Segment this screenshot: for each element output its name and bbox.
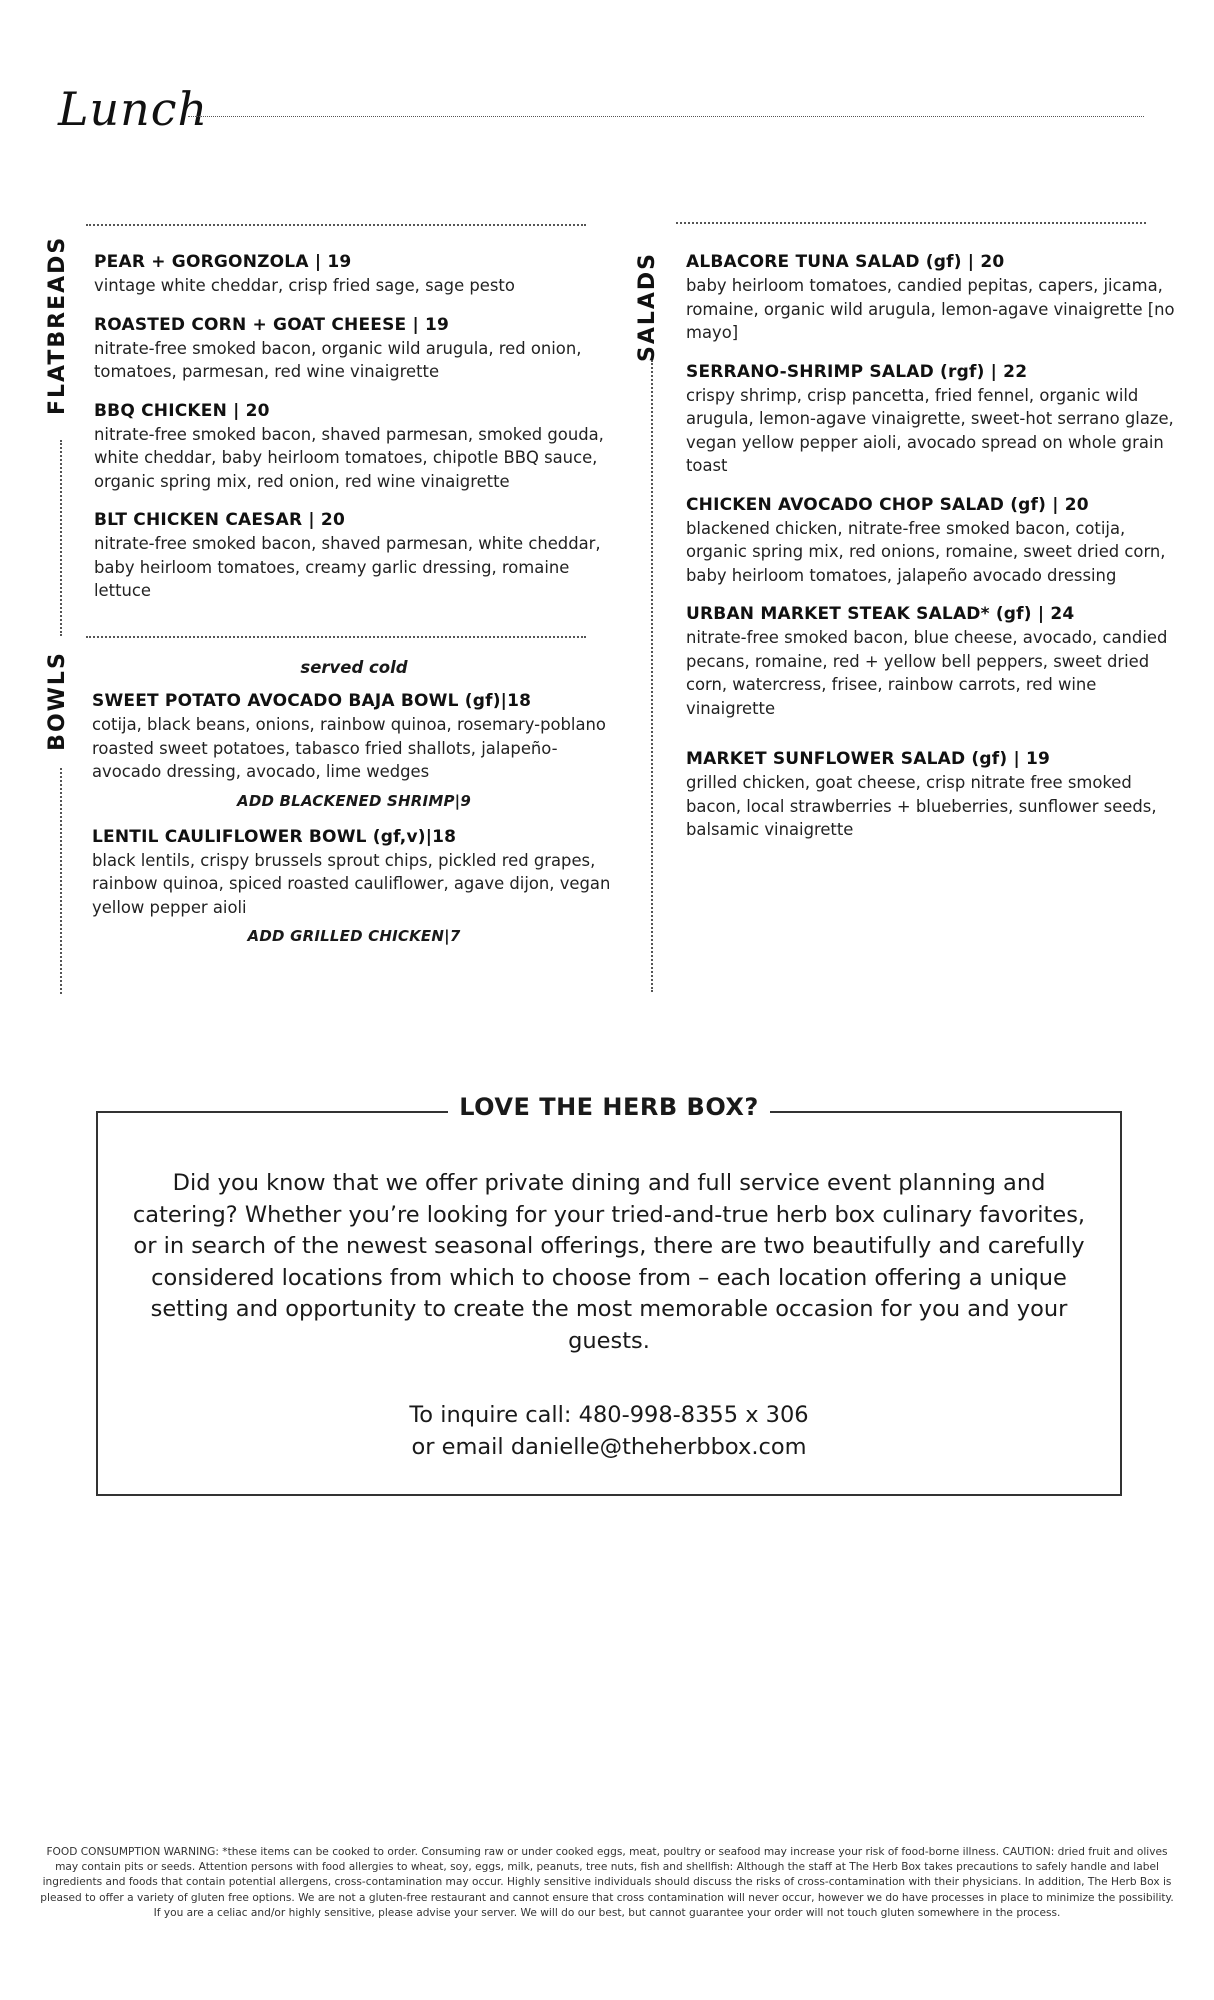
promo-box-top-border-left: [96, 1111, 448, 1113]
menu-item-title: MARKET SUNFLOWER SALAD (gf) | 19: [686, 749, 1051, 769]
menu-item-description: blackened chicken, nitrate-free smoked bacon, cotija, organic spring mix, red onions, romaine, sweet dried corn, baby heirloom tomatoes, jalapeño avocado dressing: [686, 518, 1166, 585]
section-label-salads: SALADS: [635, 251, 660, 363]
promo-contact: [120, 1400, 1098, 1463]
menu-item-description: cotija, black beans, onions, rainbow quinoa, rosemary-poblano roasted sweet potatoes, tabasco fried shallots, jalapeño-avocado dressing, avocado, lime wedges: [92, 715, 606, 781]
menu-item-title: CHICKEN AVOCADO CHOP SALAD (gf) | 20: [686, 494, 1089, 515]
promo-contact-email: or email danielle@theherbbox.com: [411, 1433, 807, 1460]
menu-item-description: nitrate-free smoked bacon, shaved parmesan, white cheddar, baby heirloom tomatoes, creamy garlic dressing, romaine lettuce: [94, 534, 601, 600]
menu-item-title: LENTIL CAULIFLOWER BOWL (gf,v)|18: [92, 826, 457, 847]
promo-title: LOVE THE HERB BOX?: [459, 1093, 759, 1121]
bowls-note: served cold: [300, 658, 408, 677]
menu-item-title: SERRANO-SHRIMP SALAD (rgf) | 22: [686, 361, 1028, 382]
header-divider: [188, 116, 1144, 117]
menu-item-addon: ADD GRILLED CHICKEN|7: [247, 927, 461, 945]
menu-item-description: vintage white cheddar, crisp fried sage, sage pesto: [94, 276, 515, 295]
menu-item: [94, 313, 614, 384]
right-column-top-divider: [676, 222, 1146, 224]
menu-item-title: BLT CHICKEN CAESAR | 20: [94, 510, 345, 530]
flatbreads-label-divider: [60, 440, 62, 636]
salads-list: [686, 250, 1186, 842]
menu-item: [92, 689, 616, 810]
menu-item: [686, 360, 1186, 478]
menu-item-title: URBAN MARKET STEAK SALAD* (gf) | 24: [686, 604, 1075, 624]
menu-item-description: baby heirloom tomatoes, candied pepitas, capers, jicama, romaine, organic wild arugula, lemon-agave vinaigrette [no mayo]: [686, 276, 1175, 342]
menu-item-title: ALBACORE TUNA SALAD (gf) | 20: [686, 252, 1005, 272]
menu-item-title: ROASTED CORN + GOAT CHEESE | 19: [94, 314, 450, 335]
menu-item-title: BBQ CHICKEN | 20: [94, 400, 270, 421]
menu-item-description: black lentils, crispy brussels sprout chips, pickled red grapes, rainbow quinoa, spiced roasted cauliflower, agave dijon, vegan yellow pepper aioli: [92, 850, 611, 917]
promo-box-top-border-right: [770, 1111, 1122, 1113]
page-title: Lunch: [58, 82, 209, 136]
bowls-list: [92, 658, 616, 945]
menu-item: [92, 825, 616, 946]
section-label-bowls: BOWLS: [45, 651, 70, 751]
promo-contact-phone: To inquire call: 480-998-8355 x 306: [409, 1402, 809, 1428]
menu-item: [686, 250, 1186, 345]
bowls-top-divider: [86, 636, 586, 638]
menu-item: [94, 508, 614, 603]
menu-item: [686, 493, 1186, 588]
menu-item: [94, 250, 614, 298]
menu-item-description: nitrate-free smoked bacon, blue cheese, avocado, candied pecans, romaine, red + yellow bell peppers, sweet dried corn, watercress, frisee, rainbow carrots, red wine vinaigrette: [686, 628, 1168, 718]
menu-item-addon: ADD BLACKENED SHRIMP|9: [237, 791, 471, 810]
menu-item-description: crispy shrimp, crisp pancetta, fried fennel, organic wild arugula, lemon-agave vinaigrette, sweet-hot serrano glaze, vegan yellow pepper aioli, avocado spread on whole grain toast: [686, 385, 1174, 475]
menu-item: [686, 602, 1186, 720]
flatbreads-list: [94, 250, 614, 603]
menu-item-title: SWEET POTATO AVOCADO BAJA BOWL (gf)|18: [92, 691, 532, 711]
bowls-label-divider: [60, 768, 62, 994]
food-warning-disclaimer: FOOD CONSUMPTION WARNING: *these items can be cooked to order. Consuming raw or under cooked eggs, meat, poultry or seafood may increase your risk of food-borne illness. CAUTION: dried fruit and olives may contain pits or seeds. Attention persons with food allergies to wheat, soy, eggs, milk, peanuts, tree nuts, fish and shellfish: Although the staff at The Herb Box takes precautions to safely handle and label ingredients and foods that contain potential allergens, cross-contamination may occur. Highly sensitive individuals should discuss the risks of cross-contamination with their physicians. In addition, The Herb Box is pleased to offer a variety of gluten free options. We are not a gluten-free restaurant and cannot ensure that cross contamination will never occur, however we do have processes in place to minimize the possibility. If you are a celiac and/or highly sensitive, please advise your server. We will do our best, but cannot guarantee your order will not touch gluten somewhere in the process.: [40, 1846, 1174, 1919]
promo-body: Did you know that we offer private dining and full service event planning and catering? Whether you’re looking for your tried-and-true herb box culinary favorites, or in search of the newest seasonal offerings, there are two beautifully and carefully considered locations from which to choose from – each location offering a unique setting and opportunity to create the most memorable occasion for you and your guests.: [132, 1170, 1086, 1354]
menu-item: [94, 399, 614, 494]
menu-item-description: nitrate-free smoked bacon, organic wild arugula, red onion, tomatoes, parmesan, red wine vinaigrette: [94, 338, 582, 381]
menu-item: [686, 747, 1186, 842]
section-label-flatbreads: FLATBREADS: [45, 235, 70, 415]
left-column-top-divider: [86, 224, 586, 226]
salads-label-divider: [651, 360, 653, 992]
menu-item-description: grilled chicken, goat cheese, crisp nitrate free smoked bacon, local strawberries + blueberries, sunflower seeds, balsamic vinaigrette: [686, 773, 1157, 839]
menu-item-title: PEAR + GORGONZOLA | 19: [94, 252, 352, 272]
menu-item-description: nitrate-free smoked bacon, shaved parmesan, smoked gouda, white cheddar, baby heirloom tomatoes, chipotle BBQ sauce, organic spring mix, red onion, red wine vinaigrette: [94, 424, 604, 491]
